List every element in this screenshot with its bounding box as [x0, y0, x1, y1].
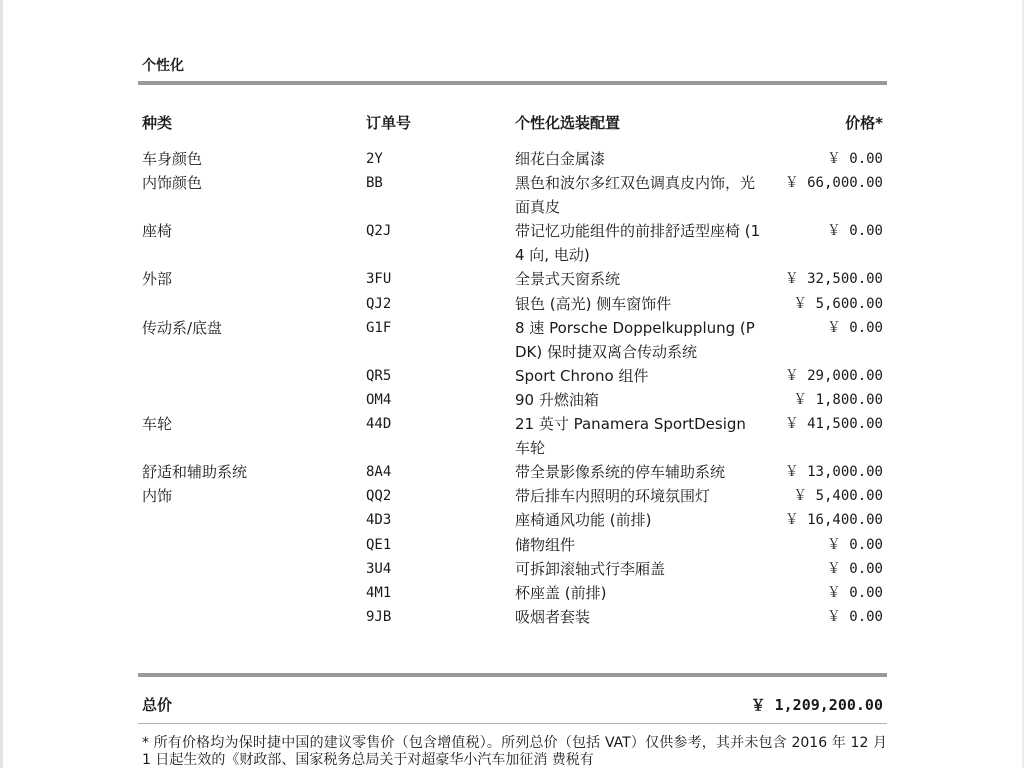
table-row: [0, 484, 1024, 508]
row-price: ￥ 1,800.00: [793, 391, 883, 408]
row-price: ￥ 0.00: [826, 223, 883, 240]
row-order-code: QQ2: [366, 488, 392, 505]
row-order-code: 2Y: [366, 151, 383, 167]
row-price: ￥ 16,400.00: [784, 512, 883, 529]
row-price: ￥ 41,500.00: [784, 416, 883, 433]
row-price: ￥ 0.00: [826, 151, 883, 167]
row-price: ￥ 29,000.00: [784, 367, 883, 384]
row-order-code: 4M1: [366, 584, 392, 601]
table-row: [0, 171, 1024, 219]
row-order-code: QJ2: [366, 295, 392, 312]
row-order-code: BB: [366, 175, 383, 192]
total-price: ￥ 1,209,200.00: [750, 696, 883, 714]
total-divider: [138, 723, 887, 724]
row-type: 内饰颜色: [142, 174, 203, 193]
row-option: 银色 (高光) 侧车窗饰件: [515, 294, 672, 313]
table-row: [0, 460, 1024, 484]
row-option: 全景式天窗系统: [515, 270, 621, 289]
row-type: 内饰: [142, 487, 173, 506]
row-order-code: 3U4: [366, 560, 392, 577]
row-option: 座椅通风功能 (前排): [515, 511, 652, 530]
table-row: [0, 605, 1024, 629]
row-option: 储物组件: [515, 535, 576, 554]
row-option: 吸烟者套装: [515, 607, 591, 626]
section-title: 个性化: [142, 58, 184, 74]
row-type: 舒适和辅助系统: [142, 463, 248, 482]
row-order-code: 8A4: [366, 464, 392, 481]
row-order-code: QE1: [366, 536, 392, 553]
column-header-price: 价格*: [845, 114, 883, 132]
row-type: 传动系/底盘: [142, 318, 223, 337]
table-row: [0, 557, 1024, 581]
row-option: 21 英寸 Panamera SportDesign 车轮: [515, 415, 746, 458]
table-bottom-divider: [138, 673, 887, 677]
row-type: 外部: [142, 270, 173, 289]
row-price: ￥ 0.00: [826, 584, 883, 601]
row-order-code: OM4: [366, 391, 392, 408]
table-row: [0, 219, 1024, 267]
row-option: 8 速 Porsche Doppelkupplung (PDK) 保时捷双离合传动系统: [515, 318, 755, 361]
total-label: 总价: [142, 696, 173, 714]
row-price: ￥ 5,600.00: [793, 295, 883, 312]
section-divider: [138, 81, 887, 85]
table-row: [0, 388, 1024, 412]
table-row: [0, 412, 1024, 460]
column-header-option: 个性化选装配置: [515, 114, 621, 132]
row-option: 黑色和波尔多红双色调真皮内饰，光面真皮: [515, 174, 756, 217]
row-price: ￥ 66,000.00: [784, 175, 883, 192]
row-option: Sport Chrono 组件: [515, 366, 649, 385]
table-row: [0, 316, 1024, 364]
row-type: 车身颜色: [142, 150, 203, 168]
table-row: [0, 292, 1024, 316]
row-order-code: 44D: [366, 416, 392, 433]
row-price: ￥ 13,000.00: [784, 464, 883, 481]
row-option: 杯座盖 (前排): [515, 583, 607, 602]
row-option: 90 升燃油箱: [515, 390, 599, 409]
footnote: * 所有价格均为保时捷中国的建议零售价（包含增值税）。所列总价（包括 VAT）仅供参考，其并未包含 2016 年 12 月 1 日起生效的《财政部、国家税务总局关于对超豪华小汽车加征消 费税有: [142, 735, 887, 768]
row-order-code: Q2J: [366, 223, 392, 240]
row-option: 可拆卸滚轴式行李厢盖: [515, 559, 666, 578]
table-row: [0, 267, 1024, 291]
row-order-code: G1F: [366, 319, 392, 336]
column-header-type: 种类: [142, 114, 173, 132]
row-option: 带全景影像系统的停车辅助系统: [515, 463, 726, 482]
row-order-code: QR5: [366, 367, 392, 384]
row-order-code: 4D3: [366, 512, 392, 529]
row-order-code: 3FU: [366, 271, 392, 288]
row-price: ￥ 0.00: [826, 536, 883, 553]
row-price: ￥ 32,500.00: [784, 271, 883, 288]
options-table: [0, 147, 1024, 629]
row-price: ￥ 0.00: [826, 319, 883, 336]
row-type: 座椅: [142, 222, 173, 241]
row-price: ￥ 0.00: [826, 608, 883, 625]
row-price: ￥ 5,400.00: [793, 488, 883, 505]
table-row: [0, 508, 1024, 532]
table-row: [0, 147, 1024, 171]
row-option: 带后排车内照明的环境氛围灯: [515, 487, 711, 506]
row-type: 车轮: [142, 415, 173, 434]
column-header-code: 订单号: [366, 114, 412, 132]
row-price: ￥ 0.00: [826, 560, 883, 577]
row-option: 带记忆功能组件的前排舒适型座椅 (14 向, 电动): [515, 222, 761, 265]
table-row: [0, 364, 1024, 388]
row-option: 细花白金属漆: [515, 150, 606, 168]
row-order-code: 9JB: [366, 608, 392, 625]
table-row: [0, 581, 1024, 605]
table-row: [0, 533, 1024, 557]
